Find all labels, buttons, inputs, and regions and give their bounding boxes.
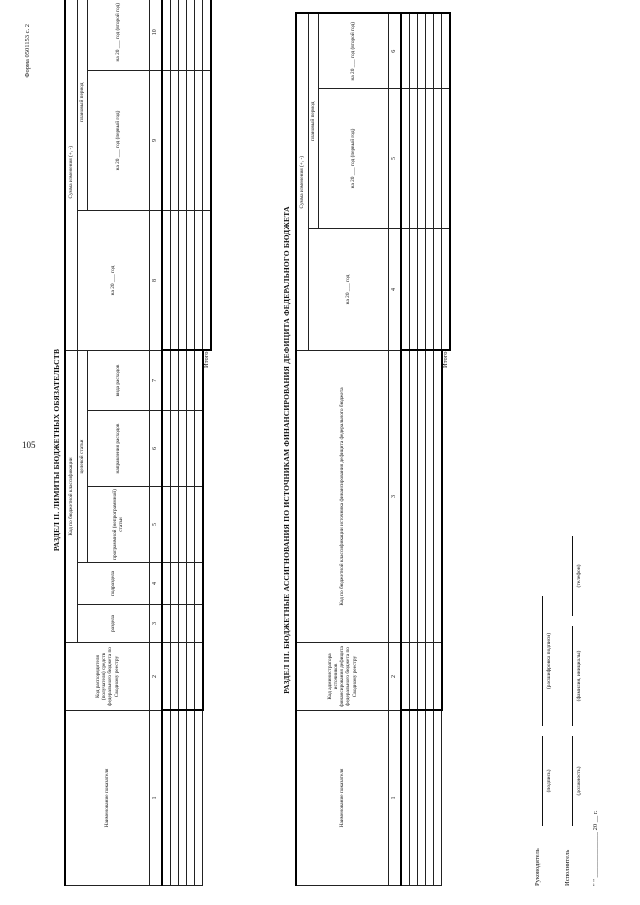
col-number: 3 [388,351,401,643]
head-decoding-line [542,596,543,726]
table-row [401,13,410,885]
header-budget-classification: Код по бюджетной классификации [65,350,77,642]
header-source-code: Код по бюджетной классификации источника финансирования дефицита федерального бюджета [296,351,388,643]
page-number: 105 [22,440,36,450]
cap-decoding: (расшифровка подписи) [546,632,552,690]
section-2-table [64,0,212,886]
head-label: Руководитель [534,848,541,886]
cap-signature: (подпись) [546,769,552,793]
col-number: 4 [149,563,162,605]
executor-name-line [572,626,573,726]
executor-label: Исполнитель [564,849,571,886]
header-second-year: на 20 ___ год (второй год) [87,0,149,70]
header-name: Наименование показателя [65,711,149,886]
section-3-table [295,12,451,886]
table-row [162,0,171,886]
date-line: " " ______________ 20 __ г. [592,810,599,886]
total-label: Итого [442,351,450,368]
col-number: 5 [388,89,401,229]
col-number: 2 [388,643,401,711]
header-plan-period: плановый период [77,0,87,210]
header-expense-type: вида расходов [87,350,149,410]
total-row [203,0,212,886]
header-first-year: на 20 ___ год (первый год) [87,70,149,210]
header-admin-code: Код администратора источников финансирования дефицита федерального бюджета по Сводному реестру [296,643,388,711]
col-number: 6 [149,411,162,487]
section-2-title: РАЗДЕЛ II. ЛИМИТЫ БЮДЖЕТНЫХ ОБЯЗАТЕЛЬСТВ [52,348,61,552]
table-row [433,13,442,885]
header-change-sum: Сумма изменения (+, -) [65,0,77,350]
table-row [417,13,425,885]
col-number: 6 [388,13,401,88]
head-signature-line [542,736,543,826]
col-number: 1 [388,711,401,886]
rotated-form [20,3,620,890]
total-label: Итого [203,351,211,368]
header-change-sum: Сумма изменения (+, -) [296,13,308,350]
total-row [442,13,451,885]
table-row [425,13,433,885]
form-code: Форма 0501153 с. 2 [24,24,31,78]
cap-name: (фамилия, инициалы) [576,650,582,702]
table-row [409,13,417,885]
table-row [186,0,194,886]
header-program-article: программной (непрограммной) статьи [87,487,149,563]
table-row [178,0,186,886]
col-number: 10 [149,0,162,70]
col-number: 4 [388,229,401,351]
signature-block [520,26,610,886]
cap-phone: (телефон) [576,564,582,588]
header-recipient-code: Код распорядителя (получателя) средств федерального бюджета по Сводному реестру [65,643,149,711]
header-direction: направления расходов [87,411,149,487]
header-podrazdel: подраздела [77,563,149,605]
table-row [194,0,203,886]
col-number: 7 [149,350,162,410]
col-number: 5 [149,487,162,563]
header-current-year: на 20 ___ год [308,229,388,351]
col-number: 2 [149,643,162,711]
section-3-title: РАЗДЕЛ III. БЮДЖЕТНЫЕ АССИГНОВАНИЯ ПО ИСТОЧНИКАМ ФИНАНСИРОВАНИЯ ДЕФИЦИТА ФЕДЕРАЛЬНОГО БЮДЖЕТА [282,206,291,694]
header-plan-period: плановый период [308,13,318,228]
executor-phone-line [572,536,573,616]
col-number: 3 [149,605,162,643]
header-first-year: на 20 ___ год (первый год) [318,89,388,229]
header-name: Наименование показателя [296,711,388,886]
executor-position-line [572,736,573,826]
col-number: 9 [149,70,162,210]
cap-position: (должность) [576,766,582,796]
header-target-article: целевой статьи [77,350,87,562]
col-number: 1 [149,711,162,886]
header-second-year: на 20 ___ год (второй год) [318,13,388,88]
header-current-year: на 20 ___ год [77,210,149,350]
header-razdel: раздела [77,605,149,643]
table-row [170,0,178,886]
col-number: 8 [149,210,162,350]
